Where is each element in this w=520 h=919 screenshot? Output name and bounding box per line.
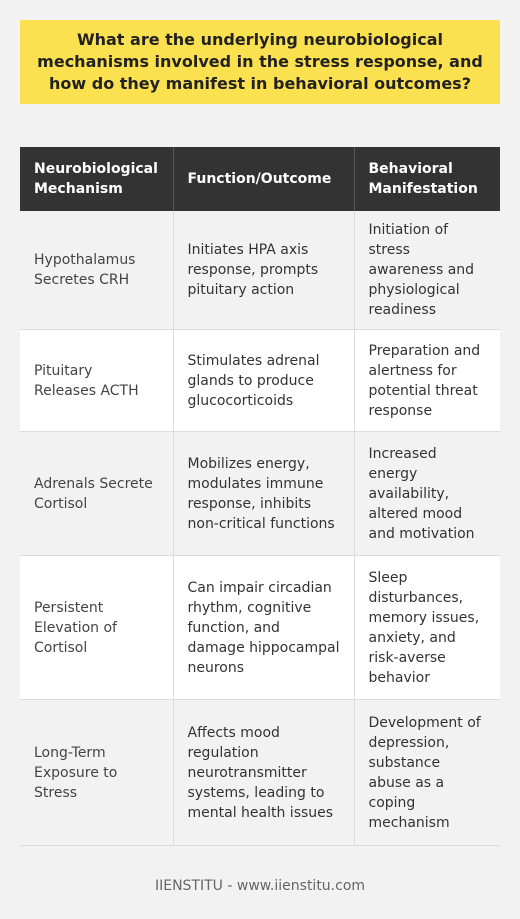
cell-mechanism: Hypothalamus Secretes CRH	[20, 211, 173, 330]
header-row	[20, 147, 500, 211]
table-row	[20, 700, 500, 846]
table-body	[20, 211, 500, 846]
cell-mechanism: Pituitary Releases ACTH	[20, 330, 173, 432]
cell-function: Mobilizes energy, modulates immune response, inhibits non-critical functions	[173, 432, 354, 556]
cell-function: Initiates HPA axis response, prompts pituitary action	[173, 211, 354, 330]
cell-function: Affects mood regulation neurotransmitter systems, leading to mental health issues	[173, 700, 354, 846]
cell-behavior: Preparation and alertness for potential threat response	[354, 330, 500, 432]
cell-function: Can impair circadian rhythm, cognitive function, and damage hippocampal neurons	[173, 556, 354, 700]
header-function: Function/Outcome	[173, 147, 354, 211]
table-row	[20, 432, 500, 556]
cell-behavior: Increased energy availability, altered mood and motivation	[354, 432, 500, 556]
mechanisms-table	[20, 147, 500, 846]
table-row	[20, 556, 500, 700]
cell-behavior: Development of depression, substance abuse as a coping mechanism	[354, 700, 500, 846]
footer-credit: IIENSTITU - www.iienstitu.com	[154, 878, 366, 894]
cell-function: Stimulates adrenal glands to produce glucocorticoids	[173, 330, 354, 432]
cell-mechanism: Persistent Elevation of Cortisol	[20, 556, 173, 700]
table-header	[20, 147, 500, 211]
page-title: What are the underlying neurobiological mechanisms involved in the stress response, and how do they manifest in behavioral outcomes?	[20, 20, 500, 104]
table-row	[20, 330, 500, 432]
header-mechanism: Neurobiological Mechanism	[20, 147, 173, 211]
header-behavior: Behavioral Manifestation	[354, 147, 500, 211]
cell-behavior: Initiation of stress awareness and physiological readiness	[354, 211, 500, 330]
cell-mechanism: Long-Term Exposure to Stress	[20, 700, 173, 846]
cell-behavior: Sleep disturbances, memory issues, anxiety, and risk-averse behavior	[354, 556, 500, 700]
table-row	[20, 211, 500, 330]
cell-mechanism: Adrenals Secrete Cortisol	[20, 432, 173, 556]
